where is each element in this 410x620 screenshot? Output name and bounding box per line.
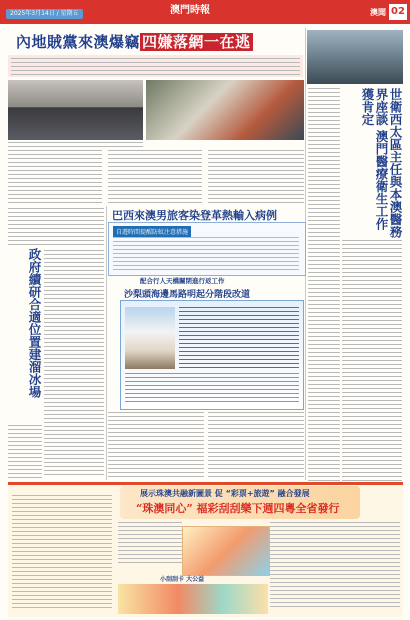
diversion-headline: 沙梨頭海邊馬路明起分階段改道: [124, 290, 251, 300]
diversion-notice-footer: [125, 373, 299, 405]
seized-items-photo: [146, 80, 304, 140]
paper-logo: 澳門時報: [170, 5, 210, 16]
who-meeting-photo: [307, 30, 403, 84]
diversion-kicker: 配合行人天橋關閉進行返工作: [140, 277, 225, 285]
lottery-text-col-2: [118, 522, 182, 566]
lottery-kicker: 展示珠澳共融新圖景 促 “彩票+旅遊” 融合發展: [140, 489, 310, 498]
left-story-text: [44, 250, 104, 478]
dengue-headline: 巴西來澳男旅客染登革熱輸入病例: [112, 209, 277, 222]
diversion-notice: [120, 300, 304, 410]
middle-lower-body: [108, 412, 304, 478]
issue-date: 2025年3月14日 / 星期五: [6, 9, 83, 19]
body-column-2: [108, 150, 202, 206]
lead-text-lines: [11, 58, 300, 75]
masthead: [0, 0, 410, 24]
main-headline-part2: 四嫌落網一在逃: [142, 33, 251, 51]
lottery-headline: “珠澳同心” 福彩刮刮樂下週四粵全省發行: [136, 502, 340, 515]
main-headline-part1: 內地賊黨來澳爆竊: [16, 33, 141, 51]
body-column-3: [208, 150, 304, 206]
diversion-map-image: [125, 307, 175, 369]
right-story-text-b: [342, 240, 402, 483]
left-story-headline: 政府續研合適位置建溜冰場: [27, 248, 42, 398]
lead-paragraph-box: [8, 55, 303, 77]
scratch-card-image: [182, 526, 270, 576]
lottery-text-col-1: [12, 495, 112, 610]
photo-caption-lines: [8, 142, 143, 148]
dengue-info-box: [108, 222, 306, 276]
section-label: 澳聞: [370, 8, 386, 17]
dengue-box-title: 自遊時間提醒防蚊注意措施: [113, 226, 191, 237]
dengue-box-text: [113, 237, 299, 271]
main-story-body: [8, 150, 304, 206]
press-conference-photo: [8, 80, 143, 140]
column-rule-left: [106, 206, 107, 480]
left-story-text-2: [8, 425, 42, 480]
right-story-text-a: [308, 88, 340, 483]
left-top-text: [8, 208, 104, 246]
scratch-card-strip: [118, 584, 268, 614]
scratch-card-caption: 小刮刮卡 大公益: [160, 576, 205, 583]
body-column-1: [8, 150, 102, 206]
lottery-text-col-3: [270, 522, 400, 610]
diversion-notice-text: [179, 307, 299, 369]
middle-lower-col-1: [108, 412, 204, 478]
middle-lower-col-2: [208, 412, 304, 478]
right-story-headline: 世衛西太區主任與本澳醫務界座談 澳門醫療衛生工作獲肯定: [360, 88, 403, 238]
main-headline: [16, 31, 253, 52]
page-number: 02: [389, 4, 407, 20]
